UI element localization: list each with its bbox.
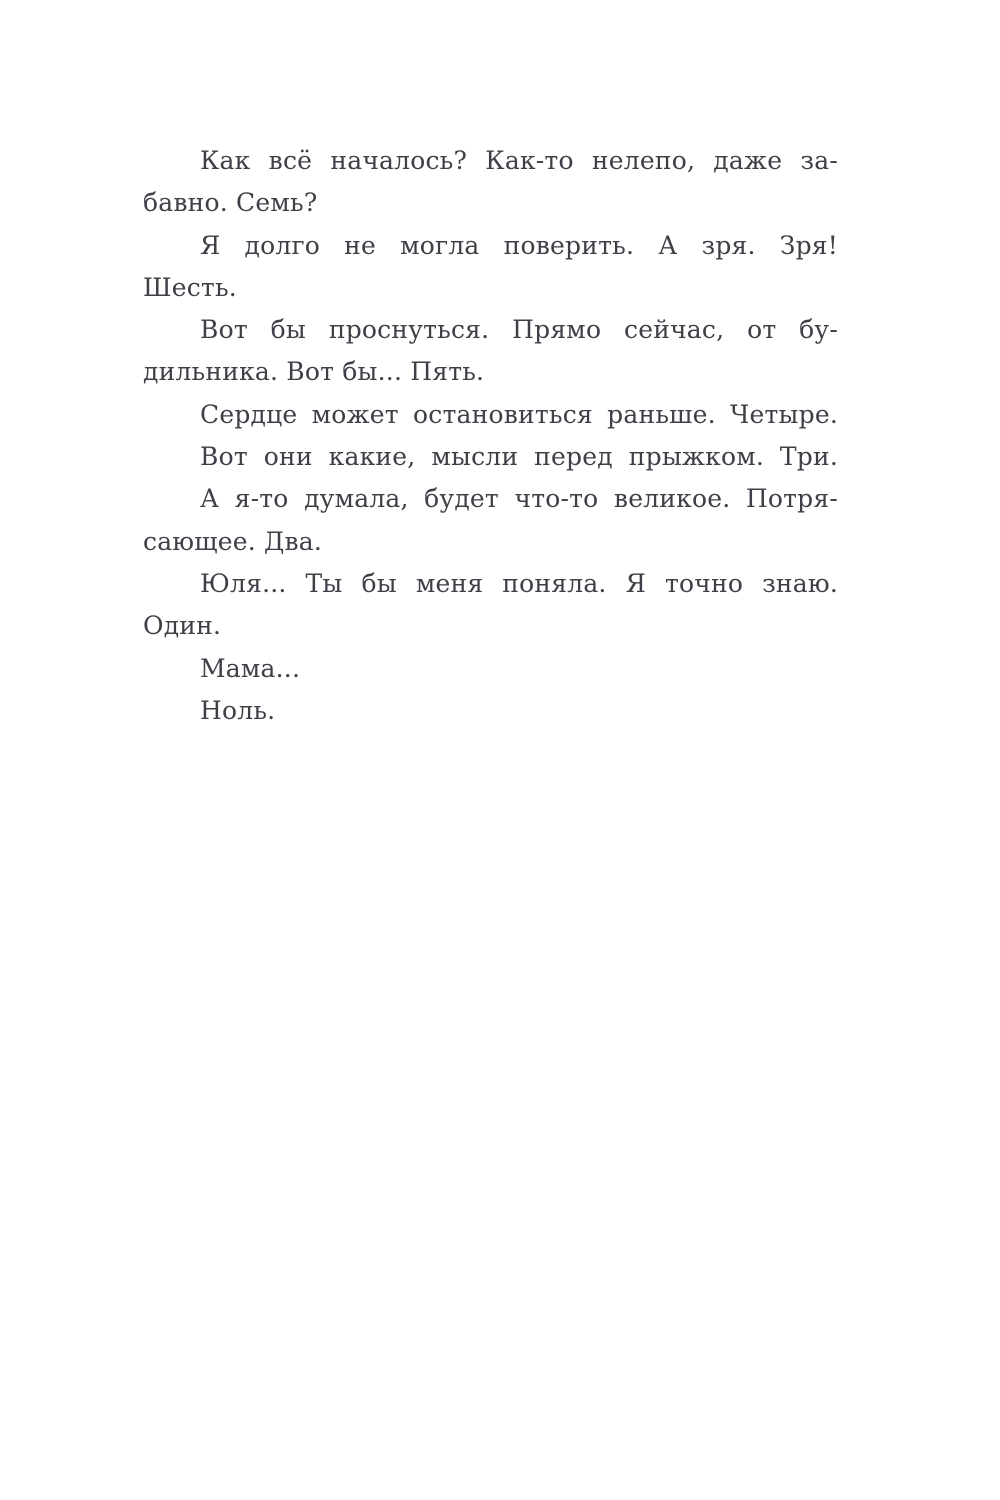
text-line: Сердце может остановиться раньше. Четыре. — [200, 399, 838, 429]
text-line: дильника. Вот бы... Пять. — [143, 357, 485, 387]
text-line: Юля... Ты бы меня поняла. Я точно знаю. — [200, 568, 838, 598]
text-line: бавно. Семь? — [143, 188, 318, 218]
text-line: сающее. Два. — [143, 526, 323, 556]
text-line: Один. — [143, 611, 222, 641]
text-line: Ноль. — [200, 695, 276, 725]
text-line: Шесть. — [143, 272, 237, 302]
text-line: Я долго не могла поверить. А зря. Зря! — [200, 230, 838, 260]
text-line: Вот бы проснуться. Прямо сейчас, от бу- — [200, 315, 838, 345]
text-line: Как всё началось? Как-то нелепо, даже за- — [200, 146, 838, 175]
text-line: А я-то думала, будет что-то великое. Потря- — [200, 484, 838, 514]
text-line: Мама... — [200, 653, 301, 683]
book-page-text — [143, 140, 838, 732]
text-line: Вот они какие, мысли перед прыжком. Три. — [200, 442, 838, 472]
